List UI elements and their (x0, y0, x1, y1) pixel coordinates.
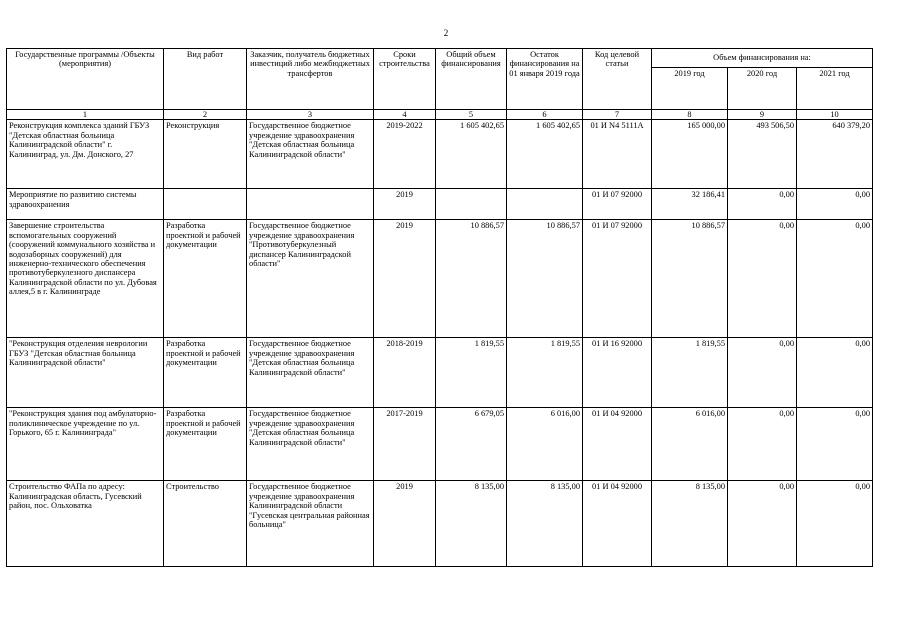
cell-name: "Реконструкция отделения неврологии ГБУЗ "Детская областная больница Калининградской области" (7, 338, 164, 408)
cell-customer (247, 189, 374, 220)
col-number: 9 (728, 110, 797, 120)
cell-work: Разработка проектной и рабочей документации (164, 338, 247, 408)
cell-code: 01 И 16 92000 (583, 338, 652, 408)
cell-name: Строительство ФАПа по адресу: Калининградская область, Гусевский район, пос. Ольховатка (7, 481, 164, 567)
table-row (7, 189, 873, 220)
cell-code: 01 И 04 92000 (583, 481, 652, 567)
cell-remainder: 6 016,00 (507, 408, 583, 481)
cell-total: 6 679,05 (436, 408, 507, 481)
cell-2020: 0,00 (728, 220, 797, 338)
page-number: 2 (443, 28, 449, 38)
cell-code: 01 И 07 92000 (583, 220, 652, 338)
col-number: 1 (7, 110, 164, 120)
cell-2019: 165 000,00 (652, 120, 728, 189)
cell-2021: 0,00 (797, 481, 873, 567)
cell-2019: 10 886,57 (652, 220, 728, 338)
cell-remainder (507, 189, 583, 220)
cell-2020: 0,00 (728, 189, 797, 220)
header-remainder: Остаток финансирования на 01 января 2019 года (507, 49, 583, 110)
cell-2021: 0,00 (797, 189, 873, 220)
cell-2019: 8 135,00 (652, 481, 728, 567)
cell-2021: 0,00 (797, 408, 873, 481)
cell-customer: Государственное бюджетное учреждение здравоохранения "Детская областная больница Калининградской области" (247, 120, 374, 189)
cell-customer: Государственное бюджетное учреждение здравоохранения "Детская областная больница Калининградской области" (247, 408, 374, 481)
col-number: 4 (374, 110, 436, 120)
financing-table (6, 48, 873, 567)
cell-2021: 0,00 (797, 338, 873, 408)
table-row (7, 220, 873, 338)
col-number: 7 (583, 110, 652, 120)
header-2021: 2021 год (797, 68, 873, 110)
cell-name: Мероприятие по развитию системы здравоохранения (7, 189, 164, 220)
col-number: 5 (436, 110, 507, 120)
cell-total: 10 886,57 (436, 220, 507, 338)
cell-name: Завершение строительства вспомогательных сооружений (сооружений коммунального хозяйства и водозаборных сооружений) для инженерно-технического обеспечения противотуберкулезного диспансера Калининградской области по ул. Дубовая аллея,5 в г. Калининграде (7, 220, 164, 338)
col-number: 6 (507, 110, 583, 120)
cell-remainder: 10 886,57 (507, 220, 583, 338)
table-row (7, 338, 873, 408)
col-number: 3 (247, 110, 374, 120)
cell-total: 8 135,00 (436, 481, 507, 567)
column-numbers-row (7, 110, 873, 120)
header-code: Код целевой статьи (583, 49, 652, 110)
cell-customer: Государственное бюджетное учреждение здравоохранения Калининградской области "Гусевская центральная районная больница" (247, 481, 374, 567)
cell-period: 2019 (374, 481, 436, 567)
cell-customer: Государственное бюджетное учреждение здравоохранения "Детская областная больница Калининградской области" (247, 338, 374, 408)
cell-remainder: 1 605 402,65 (507, 120, 583, 189)
table-row (7, 481, 873, 567)
cell-work (164, 189, 247, 220)
cell-period: 2019 (374, 189, 436, 220)
header-customer: Заказчик, получатель бюджетных инвестиций либо межбюджетных трансфертов (247, 49, 374, 110)
cell-code: 01 И N4 5111A (583, 120, 652, 189)
cell-2020: 0,00 (728, 408, 797, 481)
table-row (7, 408, 873, 481)
header-work-type: Вид работ (164, 49, 247, 110)
cell-period: 2019-2022 (374, 120, 436, 189)
cell-period: 2017-2019 (374, 408, 436, 481)
cell-work: Реконструкция (164, 120, 247, 189)
cell-2020: 0,00 (728, 481, 797, 567)
header-row (7, 49, 873, 68)
col-number: 2 (164, 110, 247, 120)
cell-2019: 1 819,55 (652, 338, 728, 408)
cell-total: 1 819,55 (436, 338, 507, 408)
cell-work: Строительство (164, 481, 247, 567)
cell-2019: 6 016,00 (652, 408, 728, 481)
cell-period: 2018-2019 (374, 338, 436, 408)
header-programs: Государственные программы /Объекты (мероприятия) (7, 49, 164, 110)
cell-work: Разработка проектной и рабочей документации (164, 408, 247, 481)
header-2019: 2019 год (652, 68, 728, 110)
cell-remainder: 1 819,55 (507, 338, 583, 408)
col-number: 8 (652, 110, 728, 120)
cell-period: 2019 (374, 220, 436, 338)
cell-2021: 640 379,20 (797, 120, 873, 189)
cell-total (436, 189, 507, 220)
header-financing-group: Объем финансирования на: (652, 49, 873, 68)
col-number: 10 (797, 110, 873, 120)
cell-name: Реконструкция комплекса зданий ГБУЗ "Детская областная больница Калининградской области" г. Калининград, ул. Дм. Донского, 27 (7, 120, 164, 189)
cell-code: 01 И 04 92000 (583, 408, 652, 481)
cell-2020: 493 506,50 (728, 120, 797, 189)
cell-2021: 0,00 (797, 220, 873, 338)
table-row (7, 120, 873, 189)
cell-remainder: 8 135,00 (507, 481, 583, 567)
header-period: Сроки строительства (374, 49, 436, 110)
cell-code: 01 И 07 92000 (583, 189, 652, 220)
cell-2020: 0,00 (728, 338, 797, 408)
header-2020: 2020 год (728, 68, 797, 110)
cell-customer: Государственное бюджетное учреждение здравоохранения "Противотуберкулезный диспансер Калининградской области" (247, 220, 374, 338)
cell-2019: 32 186,41 (652, 189, 728, 220)
header-total: Общий объем финансирования (436, 49, 507, 110)
cell-name: "Реконструкция здания под амбулаторно-поликлиническое учреждение по ул. Горького, 65 г. Калининграда" (7, 408, 164, 481)
cell-work: Разработка проектной и рабочей документации (164, 220, 247, 338)
cell-total: 1 605 402,65 (436, 120, 507, 189)
